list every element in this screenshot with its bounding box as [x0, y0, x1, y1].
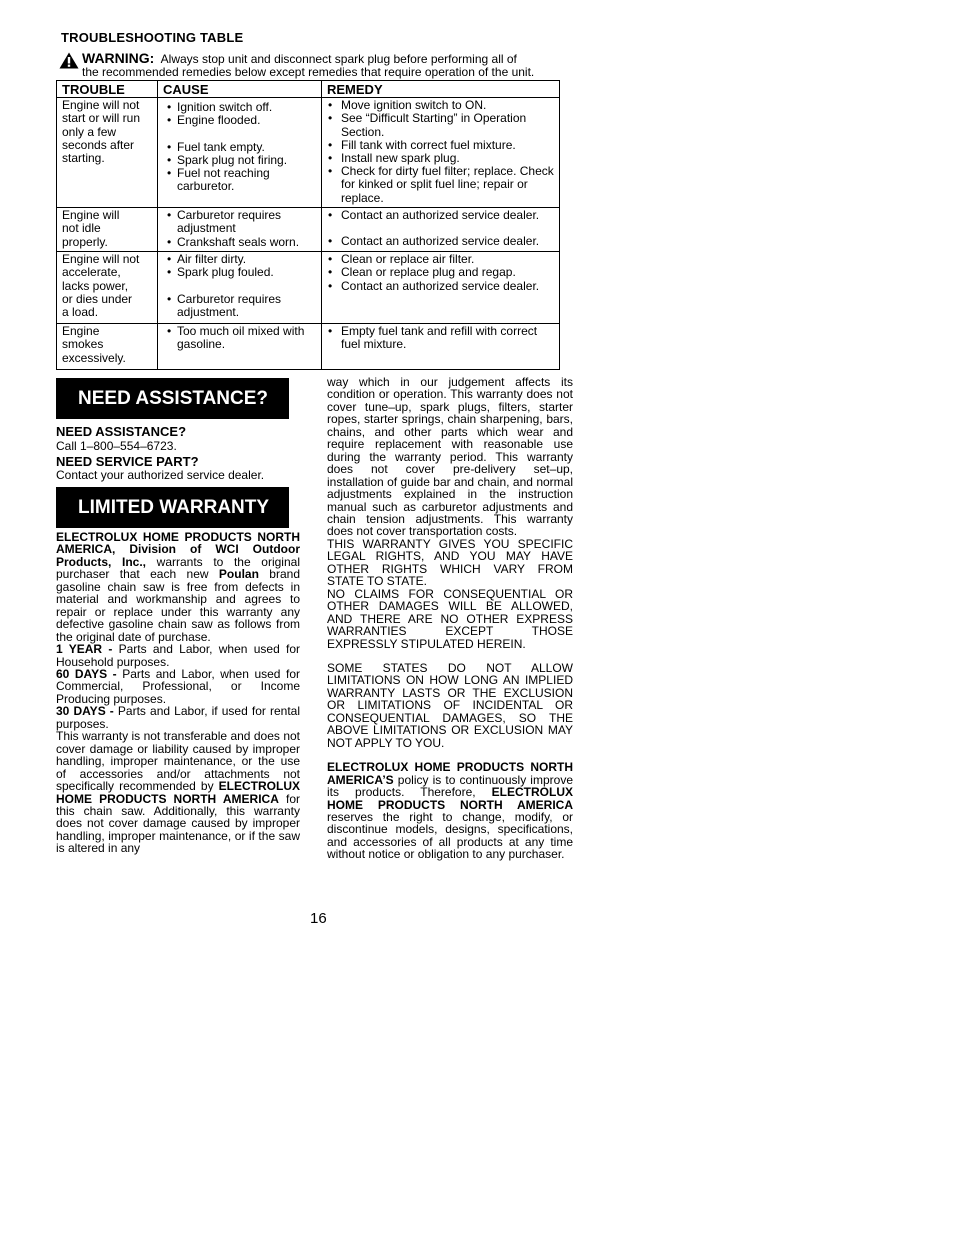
policy-text-b: reserves the right to change, modify, or discontinue models, designs, specifications, and accessories of all products at any time without notice or obligation to any purchaser. — [327, 809, 573, 862]
cause-item: • Too much oil mixed with gasoline. — [163, 325, 317, 351]
trouble-text: Engine will not — [62, 98, 140, 113]
cause-item: • Spark plug fouled. — [163, 266, 317, 279]
warranty-body-a: This warranty is not transferable and does not cover damage or liability caused by improper handling, improper maintenance, or the use of accessories and/or attachments not specifically recommended by — [56, 729, 300, 794]
cause-item: • Crankshaft seals worn. — [163, 236, 317, 249]
warranty-states: SOME STATES DO NOT ALLOW LIMITATIONS ON HOW LONG AN IMPLIED WARRANTY LASTS OR THE EXCLUSION OR LIMITATIONS OF INCIDENTAL OR CONSEQUENTIAL DAMAGES, SO THE ABOVE LIMITATIONS OR EXCLUSION MAY NOT APPLY TO YOU. — [327, 660, 573, 750]
cause-item: • Ignition switch off. — [163, 101, 317, 114]
warranty-claims: NO CLAIMS FOR CONSEQUENTIAL OR OTHER DAMAGES WILL BE ALLOWED, AND THERE ARE NO OTHER EXPRESS WARRANTIES EXCEPT THOSE EXPRESSLY STIPULATED HEREIN. — [327, 586, 573, 651]
trouble-cell — [57, 98, 158, 208]
term-text: Parts and Labor, if used for rental purposes. — [56, 704, 301, 731]
service-part-answer: Contact your authorized service dealer. — [56, 468, 265, 482]
remedy-item: • Move ignition switch to ON. — [327, 99, 555, 112]
header-cause: CAUSE — [158, 81, 322, 98]
remedy-item: • Clean or replace air filter. — [327, 253, 555, 266]
cause-cell — [158, 252, 322, 324]
table-row — [57, 208, 560, 252]
trouble-text: seconds after — [62, 137, 135, 152]
table-header-row — [57, 81, 560, 98]
remedy-item: • Install new spark plug. — [327, 152, 555, 165]
header-trouble: TROUBLE — [57, 81, 158, 98]
header-remedy: REMEDY — [322, 81, 560, 98]
warranty-rights: THIS WARRANTY GIVES YOU SPECIFIC LEGAL RIGHTS, AND YOU MAY HAVE OTHER RIGHTS WHICH VARY FROM STATE TO STATE. — [327, 536, 573, 589]
trouble-cell — [57, 324, 158, 370]
limited-warranty-banner: LIMITED WARRANTY — [56, 487, 289, 528]
remedy-cell — [322, 208, 560, 252]
warning-triangle-icon — [59, 52, 79, 69]
cause-cell — [158, 98, 322, 208]
cause-item: • Fuel not reaching carburetor. — [163, 167, 317, 193]
remedy-item: • Contact an authorized service dealer. — [327, 280, 555, 293]
cause-item: • Engine flooded. — [163, 114, 317, 127]
term-text: Parts and Labor, when used for Household purposes. — [56, 642, 301, 669]
warranty-column-right — [327, 376, 573, 861]
remedy-item: • Fill tank with correct fuel mixture. — [327, 139, 555, 152]
warranty-intro-b: brand gasoline chain saw is free from defects in material and workmanship and agrees to repair or replace under this warranty any defective gasoline chain saw as follows from the original date of purchase. — [56, 567, 301, 644]
table-row — [57, 98, 560, 208]
remedy-cell — [322, 252, 560, 324]
cause-item: • Spark plug not firing. — [163, 154, 317, 167]
trouble-text: or dies under — [62, 291, 133, 306]
remedy-item: • Empty fuel tank and refill with correct fuel mixture. — [327, 325, 555, 351]
remedy-item: • Contact an authorized service dealer. — [327, 209, 555, 222]
remedy-item: • See “Difficult Starting” in Operation Section. — [327, 112, 555, 138]
trouble-text: start or will run — [62, 111, 141, 126]
cause-cell — [158, 208, 322, 252]
trouble-text: smokes — [62, 337, 104, 352]
trouble-text: only a few — [62, 124, 117, 139]
trouble-text: not idle — [62, 221, 101, 236]
term-label: 1 YEAR - — [56, 642, 113, 657]
policy-company: ELECTROLUX HOME PRODUCTS NORTH AMERICA’S — [327, 760, 573, 787]
table-row — [57, 252, 560, 324]
assistance-phone: Call 1–800–554–6723. — [56, 439, 177, 453]
warranty-column-left — [56, 531, 300, 855]
troubleshooting-table — [56, 80, 560, 370]
trouble-text: accelerate, — [62, 265, 121, 280]
trouble-cell — [57, 208, 158, 252]
warning-text-line1: Always stop unit and disconnect spark plug before performing all of — [160, 52, 517, 66]
trouble-text: a load. — [62, 305, 99, 320]
term-label: 60 DAYS - — [56, 666, 117, 681]
remedy-cell — [322, 98, 560, 208]
trouble-cell — [57, 252, 158, 324]
warranty-body-b-continued: way which in our judgement affects its condition or operation. This warranty does not cover tune–up, spark plugs, filters, starter ropes, starter springs, chain sharpening, bars, chains, and other parts which wear and require replacement with reasonable use during the warranty period. This warranty does not cover pre-delivery set–up, installation of guide bar and chain, and normal adjustments explained in the instruction manual such as carburetor adjustments and chain tension adjustments. This warranty does not cover transportation costs. — [327, 375, 573, 539]
need-assistance-banner: NEED ASSISTANCE? — [56, 378, 289, 419]
trouble-text: Engine — [62, 324, 100, 339]
trouble-text: properly. — [62, 234, 108, 249]
cause-item: • Carburetor requires adjustment — [163, 209, 317, 235]
term-text: Parts and Labor, when used for Commercial, Professional, or Income Producing purposes. — [56, 666, 301, 706]
term-label: 30 DAYS - — [56, 704, 114, 719]
trouble-text: lacks power, — [62, 278, 129, 293]
trouble-text: starting. — [62, 151, 105, 166]
cause-cell — [158, 324, 322, 370]
remedy-item: • Contact an authorized service dealer. — [327, 235, 555, 248]
warning-label: WARNING: — [82, 50, 155, 66]
page-number: 16 — [310, 910, 327, 927]
warranty-body-b: for this chain saw. Additionally, this warranty does not cover damage caused by improper handling, improper maintenance, or if the saw is altered in any — [56, 791, 300, 856]
remedy-item: • Check for dirty fuel filter; replace. Check for kinked or split fuel line; repair or replace. — [327, 165, 555, 205]
trouble-text: Engine will not — [62, 252, 140, 267]
cause-item: • Carburetor requires adjustment. — [163, 293, 317, 319]
assistance-question: NEED ASSISTANCE? — [56, 424, 187, 439]
trouble-text: Engine will — [62, 208, 120, 223]
remedy-item: • Clean or replace plug and regap. — [327, 266, 555, 279]
table-row — [57, 324, 560, 370]
cause-item: • Fuel tank empty. — [163, 141, 317, 154]
warning-text-line2: the recommended remedies below except remedies that require operation of the unit. — [82, 65, 535, 79]
service-part-question: NEED SERVICE PART? — [56, 454, 199, 469]
remedy-cell — [322, 324, 560, 370]
policy-company-2: ELECTROLUX HOME PRODUCTS NORTH AMERICA — [327, 785, 573, 812]
policy-text-a: policy is to continuously improve its products. Therefore, — [327, 772, 573, 800]
warranty-intro-a: warrants to the original purchaser that each new — [56, 554, 300, 582]
warranty-brand: Poulan — [218, 567, 259, 582]
troubleshooting-title: TROUBLESHOOTING TABLE — [61, 30, 244, 45]
warranty-company: ELECTROLUX HOME PRODUCTS NORTH AMERICA, Division of WCI Outdoor Products, Inc., — [56, 530, 300, 569]
cause-item: • Air filter dirty. — [163, 253, 317, 266]
trouble-text: excessively. — [62, 350, 126, 365]
warranty-body-company: ELECTROLUX HOME PRODUCTS NORTH AMERICA — [56, 779, 300, 806]
